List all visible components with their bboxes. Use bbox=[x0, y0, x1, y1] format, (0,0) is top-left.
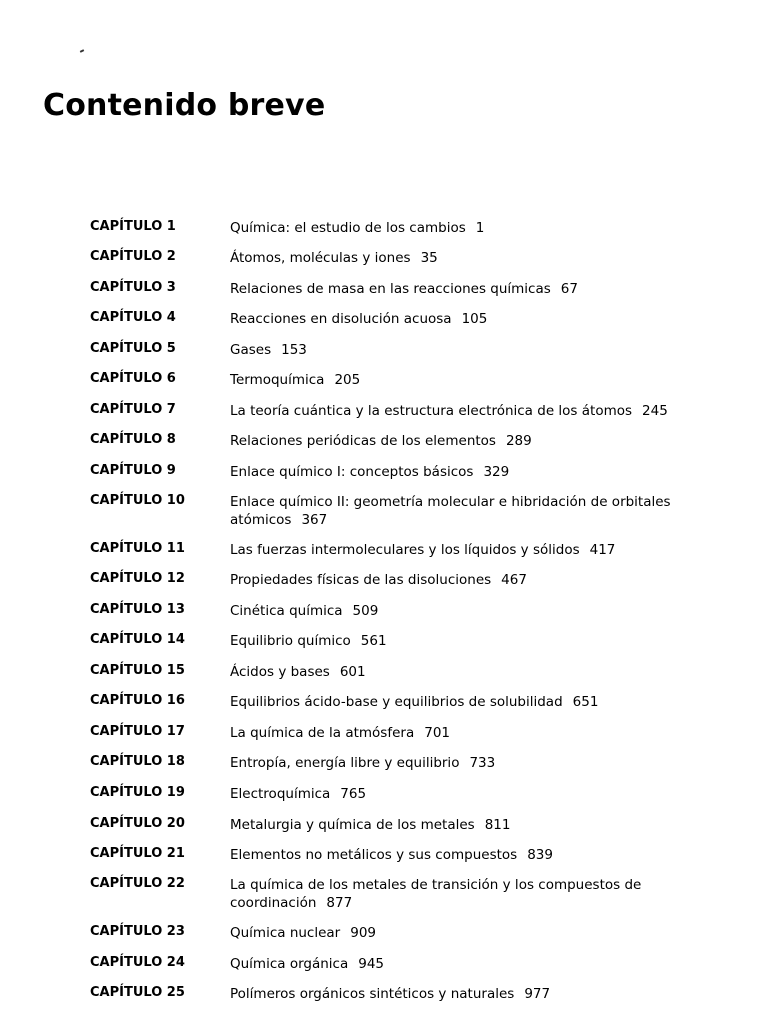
chapter-label: CAPÍTULO 10 bbox=[90, 493, 185, 508]
chapter-title: Átomos, moléculas y iones bbox=[230, 250, 411, 266]
chapter-entry bbox=[230, 432, 680, 450]
chapter-page-number: 105 bbox=[461, 311, 488, 327]
chapter-page-number: 601 bbox=[339, 664, 366, 680]
chapter-page-number: 733 bbox=[469, 755, 496, 771]
chapter-title: Relaciones de masa en las reacciones químicas bbox=[230, 281, 551, 297]
chapter-entry bbox=[230, 924, 680, 942]
chapter-entry bbox=[230, 985, 680, 1003]
chapter-page-number: 417 bbox=[589, 542, 616, 558]
chapter-page-number: 367 bbox=[301, 512, 328, 528]
chapter-title: Enlace químico II: geometría molecular e hibridación de orbitales atómicos bbox=[230, 494, 671, 528]
chapter-label: CAPÍTULO 2 bbox=[90, 249, 176, 264]
chapter-title: Cinética química bbox=[230, 603, 343, 619]
page-title: Contenido breve bbox=[43, 88, 326, 123]
chapter-page-number: 509 bbox=[352, 603, 379, 619]
chapter-entry bbox=[230, 724, 680, 742]
chapter-entry bbox=[230, 846, 680, 864]
chapter-page-number: 877 bbox=[326, 895, 353, 911]
chapter-title: Química orgánica bbox=[230, 956, 349, 972]
chapter-entry bbox=[230, 571, 680, 589]
chapter-label: CAPÍTULO 18 bbox=[90, 754, 185, 769]
chapter-page-number: 765 bbox=[340, 786, 367, 802]
chapter-page-number: 329 bbox=[483, 464, 510, 480]
chapter-page-number: 67 bbox=[560, 281, 578, 297]
chapter-entry bbox=[230, 816, 680, 834]
chapter-page-number: 977 bbox=[524, 986, 551, 1002]
chapter-label: CAPÍTULO 14 bbox=[90, 632, 185, 647]
chapter-title: Relaciones periódicas de los elementos bbox=[230, 433, 496, 449]
chapter-entry bbox=[230, 371, 680, 389]
chapter-label: CAPÍTULO 7 bbox=[90, 402, 176, 417]
chapter-title: Enlace químico I: conceptos básicos bbox=[230, 464, 474, 480]
chapter-title: La teoría cuántica y la estructura electrónica de los átomos bbox=[230, 403, 633, 419]
chapter-label: CAPÍTULO 6 bbox=[90, 371, 176, 386]
chapter-label: CAPÍTULO 13 bbox=[90, 602, 185, 617]
chapter-label: CAPÍTULO 19 bbox=[90, 785, 185, 800]
chapter-page-number: 945 bbox=[358, 956, 385, 972]
chapter-entry bbox=[230, 663, 680, 681]
chapter-label: CAPÍTULO 12 bbox=[90, 571, 185, 586]
chapter-entry bbox=[230, 632, 680, 650]
chapter-entry bbox=[230, 955, 680, 973]
chapter-title: La química de la atmósfera bbox=[230, 725, 415, 741]
chapter-label: CAPÍTULO 4 bbox=[90, 310, 176, 325]
chapter-title: Entropía, energía libre y equilibrio bbox=[230, 755, 460, 771]
chapter-entry bbox=[230, 402, 680, 420]
chapter-entry bbox=[230, 876, 680, 912]
chapter-label: CAPÍTULO 21 bbox=[90, 846, 185, 861]
chapter-page-number: 35 bbox=[420, 250, 438, 266]
chapter-entry bbox=[230, 493, 680, 529]
chapter-page-number: 467 bbox=[501, 572, 527, 588]
chapter-title: Equilibrios ácido-base y equilibrios de solubilidad bbox=[230, 694, 563, 710]
chapter-title: Química nuclear bbox=[230, 925, 341, 941]
chapter-title: Electroquímica bbox=[230, 786, 331, 802]
chapter-page-number: 701 bbox=[424, 725, 451, 741]
chapter-title: Propiedades físicas de las disoluciones bbox=[230, 572, 492, 588]
chapter-label: CAPÍTULO 1 bbox=[90, 219, 176, 234]
chapter-label: CAPÍTULO 24 bbox=[90, 955, 185, 970]
chapter-label: CAPÍTULO 5 bbox=[90, 341, 176, 356]
chapter-entry bbox=[230, 280, 680, 298]
chapter-label: CAPÍTULO 20 bbox=[90, 816, 185, 831]
chapter-entry bbox=[230, 249, 680, 267]
chapter-entry bbox=[230, 463, 680, 481]
chapter-entry bbox=[230, 602, 680, 620]
chapter-title: Ácidos y bases bbox=[230, 664, 330, 680]
chapter-page-number: 561 bbox=[360, 633, 387, 649]
chapter-title: Termoquímica bbox=[230, 372, 325, 388]
chapter-label: CAPÍTULO 9 bbox=[90, 463, 176, 478]
chapter-title: Polímeros orgánicos sintéticos y naturales bbox=[230, 986, 515, 1002]
chapter-entry bbox=[230, 341, 680, 359]
chapter-entry bbox=[230, 754, 680, 772]
chapter-page-number: 245 bbox=[642, 403, 668, 419]
chapter-label: CAPÍTULO 22 bbox=[90, 876, 185, 891]
chapter-entry bbox=[230, 541, 680, 559]
chapter-page-number: 153 bbox=[281, 342, 307, 358]
chapter-page-number: 1 bbox=[475, 220, 485, 236]
chapter-title: Reacciones en disolución acuosa bbox=[230, 311, 452, 327]
chapter-title: Las fuerzas intermoleculares y los líquidos y sólidos bbox=[230, 542, 580, 558]
chapter-label: CAPÍTULO 25 bbox=[90, 985, 185, 1000]
chapter-label: CAPÍTULO 23 bbox=[90, 924, 185, 939]
chapter-label: CAPÍTULO 16 bbox=[90, 693, 185, 708]
chapter-label: CAPÍTULO 8 bbox=[90, 432, 176, 447]
chapter-title: La química de los metales de transición y los compuestos de coordinación bbox=[230, 877, 642, 911]
scan-speck bbox=[80, 49, 84, 53]
chapter-label: CAPÍTULO 15 bbox=[90, 663, 185, 678]
chapter-page-number: 839 bbox=[527, 847, 553, 863]
chapter-title: Metalurgia y química de los metales bbox=[230, 817, 475, 833]
chapter-page-number: 909 bbox=[350, 925, 377, 941]
chapter-page-number: 811 bbox=[484, 817, 511, 833]
chapter-page-number: 205 bbox=[334, 372, 361, 388]
chapter-label: CAPÍTULO 3 bbox=[90, 280, 176, 295]
chapter-title: Equilibrio químico bbox=[230, 633, 351, 649]
chapter-entry bbox=[230, 693, 680, 711]
chapter-label: CAPÍTULO 17 bbox=[90, 724, 185, 739]
chapter-page-number: 651 bbox=[572, 694, 599, 710]
chapter-title: Química: el estudio de los cambios bbox=[230, 220, 466, 236]
chapter-label: CAPÍTULO 11 bbox=[90, 541, 185, 556]
chapter-title: Gases bbox=[230, 342, 272, 358]
chapter-entry bbox=[230, 219, 680, 237]
chapter-page-number: 289 bbox=[505, 433, 532, 449]
chapter-entry bbox=[230, 310, 680, 328]
chapter-entry bbox=[230, 785, 680, 803]
chapter-title: Elementos no metálicos y sus compuestos bbox=[230, 847, 518, 863]
